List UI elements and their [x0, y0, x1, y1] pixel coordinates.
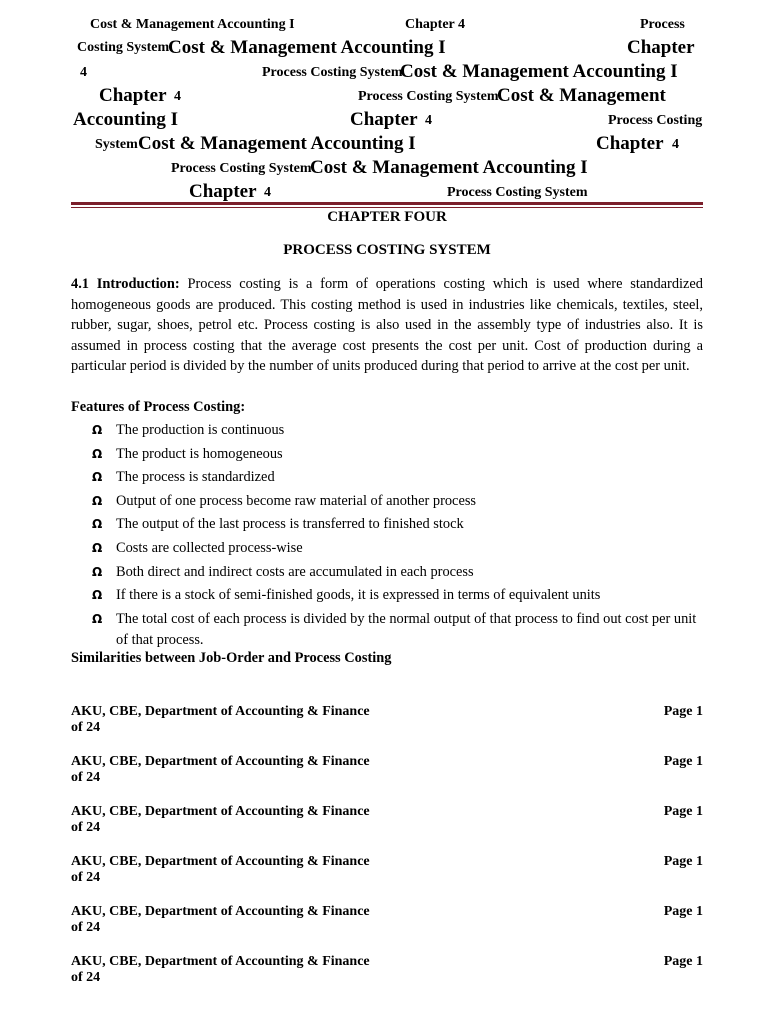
footer-dept: AKU, CBE, Department of Accounting & Finance — [71, 704, 370, 719]
intro-paragraph — [71, 274, 703, 377]
list-item-text: Both direct and indirect costs are accumulated in each process — [116, 563, 474, 580]
list-item — [92, 562, 704, 584]
footer-page: Page 1 — [663, 804, 703, 819]
list-item-text: The product is homogeneous — [116, 445, 283, 462]
intro-text: Process costing is a form of operations costing which is used where standardized homogeneous goods are produced. This costing method is used in industries like chemicals, textiles, steel, rubber, sugar, shoes, petrol etc. Process costing is also used in the assembly type of industries also. It is assumed in process costing that the average cost presents the cost per unit. Cost of production during a particular period is divided by the number of units produced during that period to arrive at the cost per unit. — [71, 276, 703, 375]
header-text: Cost & Management Accounting I — [400, 61, 678, 82]
header-text: 4 — [264, 185, 271, 200]
omega-bullet-icon: Ω — [92, 611, 103, 626]
footer-of: of 24 — [71, 720, 101, 735]
header-text: Cost & Management Accounting I — [310, 157, 588, 178]
header-row-7 — [0, 157, 768, 179]
header-row-8 — [0, 181, 768, 203]
header-text: Cost & Management Accounting I — [138, 133, 416, 154]
list-item-text: The output of the last process is transferred to finished stock — [116, 516, 464, 533]
features-list — [92, 420, 704, 654]
list-item-text: Output of one process become raw material of another process — [116, 492, 477, 509]
list-item-text: The process is standardized — [116, 469, 275, 486]
header-text: 4 — [672, 137, 679, 152]
similarities-heading: Similarities between Job-Order and Process Costing — [71, 650, 392, 666]
header-text: Process Costing System — [447, 185, 588, 200]
header-row-1 — [0, 17, 768, 39]
header-text: 4 — [174, 89, 181, 104]
list-item — [92, 514, 704, 536]
header-text: Chapter — [596, 133, 664, 154]
header-text: Cost & Management — [497, 85, 666, 106]
list-item — [92, 444, 704, 466]
omega-bullet-icon: Ω — [92, 588, 103, 603]
header-text: System — [95, 137, 138, 152]
footer-of: of 24 — [71, 820, 101, 835]
header-text: Chapter 4 — [405, 17, 466, 32]
omega-bullet-icon: Ω — [92, 493, 103, 508]
footer-of: of 24 — [71, 770, 101, 785]
list-item — [92, 467, 704, 489]
omega-bullet-icon: Ω — [92, 540, 103, 555]
footer-page: Page 1 — [663, 854, 703, 869]
footer-dept: AKU, CBE, Department of Accounting & Finance — [71, 904, 370, 919]
omega-bullet-icon: Ω — [92, 423, 103, 437]
list-item-text: The production is continuous — [116, 422, 285, 438]
list-item — [92, 538, 704, 560]
omega-bullet-icon: Ω — [92, 517, 103, 532]
header-text: 4 — [80, 65, 87, 80]
list-item — [92, 420, 704, 442]
header-text: Chapter — [189, 181, 257, 202]
header-row-3 — [0, 61, 768, 83]
list-item — [92, 609, 704, 652]
header-rule-thick — [71, 202, 703, 205]
footer-page: Page 1 — [663, 954, 703, 969]
header-rule-thin — [71, 207, 703, 208]
header-text: 4 — [425, 113, 432, 128]
footer-dept: AKU, CBE, Department of Accounting & Finance — [71, 804, 370, 819]
header-row-6 — [0, 133, 768, 155]
chapter-title: CHAPTER FOUR — [327, 209, 447, 225]
list-item — [92, 491, 704, 513]
footer-page: Page 1 — [663, 904, 703, 919]
list-item-text: Costs are collected process-wise — [116, 539, 303, 556]
omega-bullet-icon: Ω — [92, 446, 103, 461]
header-text: Process Costing System — [358, 89, 499, 104]
footer-page: Page 1 — [663, 704, 703, 719]
header-text: Cost & Management Accounting I — [168, 37, 446, 58]
omega-bullet-icon: Ω — [92, 470, 103, 485]
footer-page: Page 1 — [663, 754, 703, 769]
omega-bullet-icon: Ω — [92, 564, 103, 579]
footer-of: of 24 — [71, 870, 101, 885]
header-text: Chapter — [627, 37, 695, 58]
footer-dept: AKU, CBE, Department of Accounting & Finance — [71, 754, 370, 769]
header-text: Process Costing System — [262, 65, 403, 80]
footer-of: of 24 — [71, 970, 101, 985]
section-title: PROCESS COSTING SYSTEM — [283, 242, 491, 258]
list-item — [92, 585, 704, 607]
footer-of: of 24 — [71, 920, 101, 935]
footer-dept: AKU, CBE, Department of Accounting & Finance — [71, 954, 370, 969]
header-text: Accounting I — [73, 109, 179, 130]
header-row-2 — [0, 37, 768, 59]
features-heading: Features of Process Costing: — [71, 399, 246, 415]
header-text: Process Costing System — [171, 161, 312, 176]
header-row-4 — [0, 85, 768, 107]
header-row-5 — [0, 109, 768, 131]
footer-dept: AKU, CBE, Department of Accounting & Finance — [71, 854, 370, 869]
intro-lead: 4.1 Introduction: — [71, 276, 180, 292]
header-text: Chapter — [350, 109, 418, 130]
header-text: Process Costing — [608, 113, 703, 128]
list-item-text: If there is a stock of semi-finished goods, it is expressed in terms of equivalent units — [116, 587, 601, 604]
header-text: Costing System — [77, 40, 170, 55]
header-text: Process — [640, 17, 685, 32]
header-text: Chapter — [99, 85, 167, 106]
header-text: Cost & Management Accounting I — [90, 17, 295, 32]
list-item-text: The total cost of each process is divided by the normal output of that process to find out cost per unit of that process. — [116, 610, 697, 649]
